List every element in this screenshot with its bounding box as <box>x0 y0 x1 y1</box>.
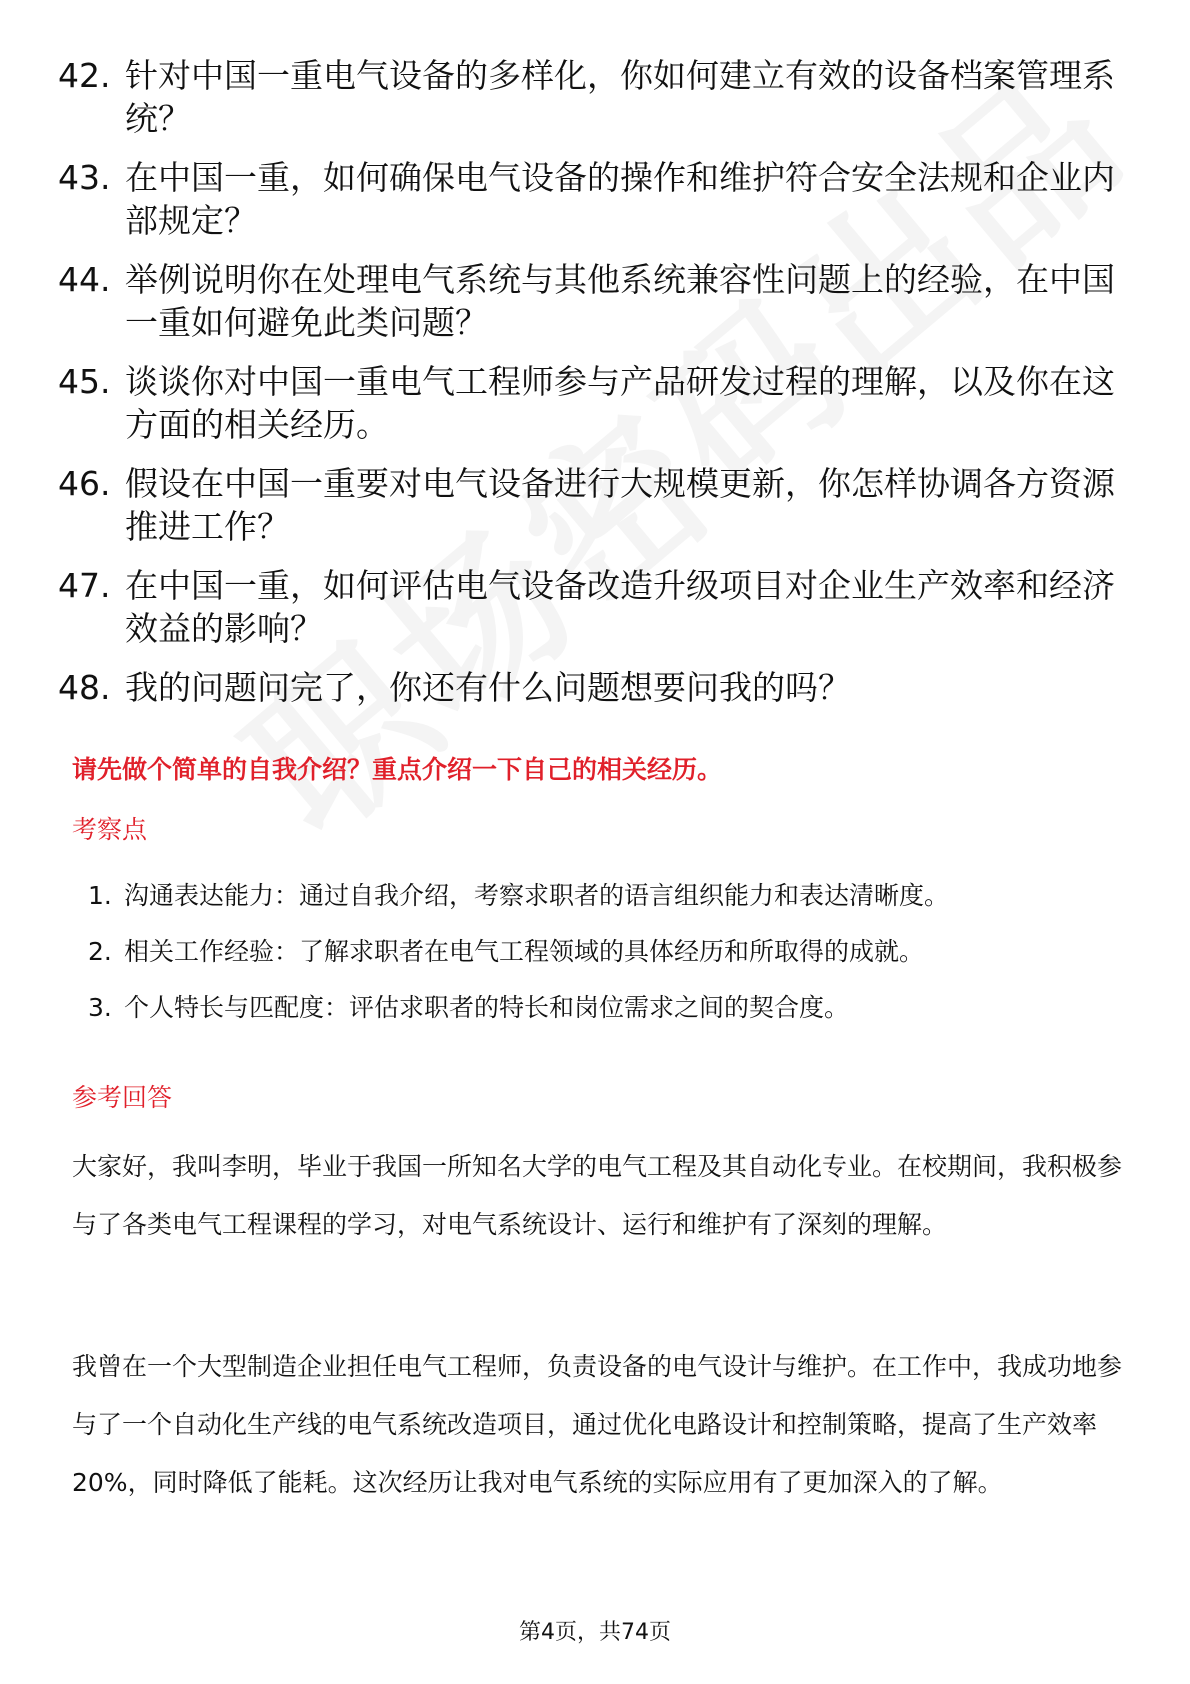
assessment-point <box>88 934 1128 970</box>
point-text: 个人特长与匹配度：评估求职者的特长和岗位需求之间的契合度。 <box>124 993 850 1022</box>
point-text: 沟通表达能力：通过自我介绍，考察求职者的语言组织能力和表达清晰度。 <box>124 881 950 910</box>
assessment-points-list <box>88 878 1128 1046</box>
question-text: 针对中国一重电气设备的多样化，你如何建立有效的设备档案管理系统？ <box>125 56 1115 138</box>
question-item <box>58 156 1138 242</box>
reference-answer-label: 参考回答 <box>72 1083 173 1112</box>
question-list <box>58 54 1138 725</box>
answer-paragraph: 我曾在一个大型制造企业担任电气工程师，负责设备的电气设计与维护。在工作中，我成功地参与了一个自动化生产线的电气系统改造项目，通过优化电路设计和控制策略，提高了生产效率20%，同时降低了能耗。这次经历让我对电气系统的实际应用有了更加深入的了解。 <box>72 1352 1123 1497</box>
question-text: 在中国一重，如何确保电气设备的操作和维护符合安全法规和企业内部规定？ <box>125 158 1115 240</box>
point-number: 2. <box>88 937 112 966</box>
question-number: 47. <box>58 566 111 605</box>
answer-paragraph: 大家好，我叫李明，毕业于我国一所知名大学的电气工程及其自动化专业。在校期间，我积极参与了各类电气工程课程的学习，对电气系统设计、运行和维护有了深刻的理解。 <box>72 1152 1123 1239</box>
question-text: 谈谈你对中国一重电气工程师参与产品研发过程的理解，以及你在这方面的相关经历。 <box>125 362 1115 444</box>
question-number: 42. <box>58 56 111 95</box>
question-number: 44. <box>58 260 111 299</box>
assessment-point <box>88 878 1128 914</box>
assessment-point <box>88 990 1128 1026</box>
question-item <box>58 462 1138 548</box>
question-item <box>58 258 1138 344</box>
question-text: 我的问题问完了，你还有什么问题想要问我的吗？ <box>125 668 851 707</box>
question-text: 举例说明你在处理电气系统与其他系统兼容性问题上的经验，在中国一重如何避免此类问题？ <box>125 260 1115 342</box>
point-text: 相关工作经验：了解求职者在电气工程领域的具体经历和所取得的成就。 <box>124 937 925 966</box>
page-footer: 第4页，共74页 <box>519 1620 671 1645</box>
question-item <box>58 564 1138 650</box>
question-text: 假设在中国一重要对电气设备进行大规模更新，你怎样协调各方资源推进工作？ <box>125 464 1115 546</box>
question-number: 46. <box>58 464 111 503</box>
question-number: 45. <box>58 362 111 401</box>
question-number: 48. <box>58 668 111 707</box>
point-number: 1. <box>88 881 112 910</box>
assessment-label: 考察点 <box>72 815 148 844</box>
question-text: 在中国一重，如何评估电气设备改造升级项目对企业生产效率和经济效益的影响？ <box>125 566 1115 648</box>
question-number: 43. <box>58 158 111 197</box>
question-item <box>58 666 1138 709</box>
point-number: 3. <box>88 993 112 1022</box>
question-item <box>58 360 1138 446</box>
question-item <box>58 54 1138 140</box>
featured-question-title: 请先做个简单的自我介绍？重点介绍一下自己的相关经历。 <box>72 755 723 784</box>
